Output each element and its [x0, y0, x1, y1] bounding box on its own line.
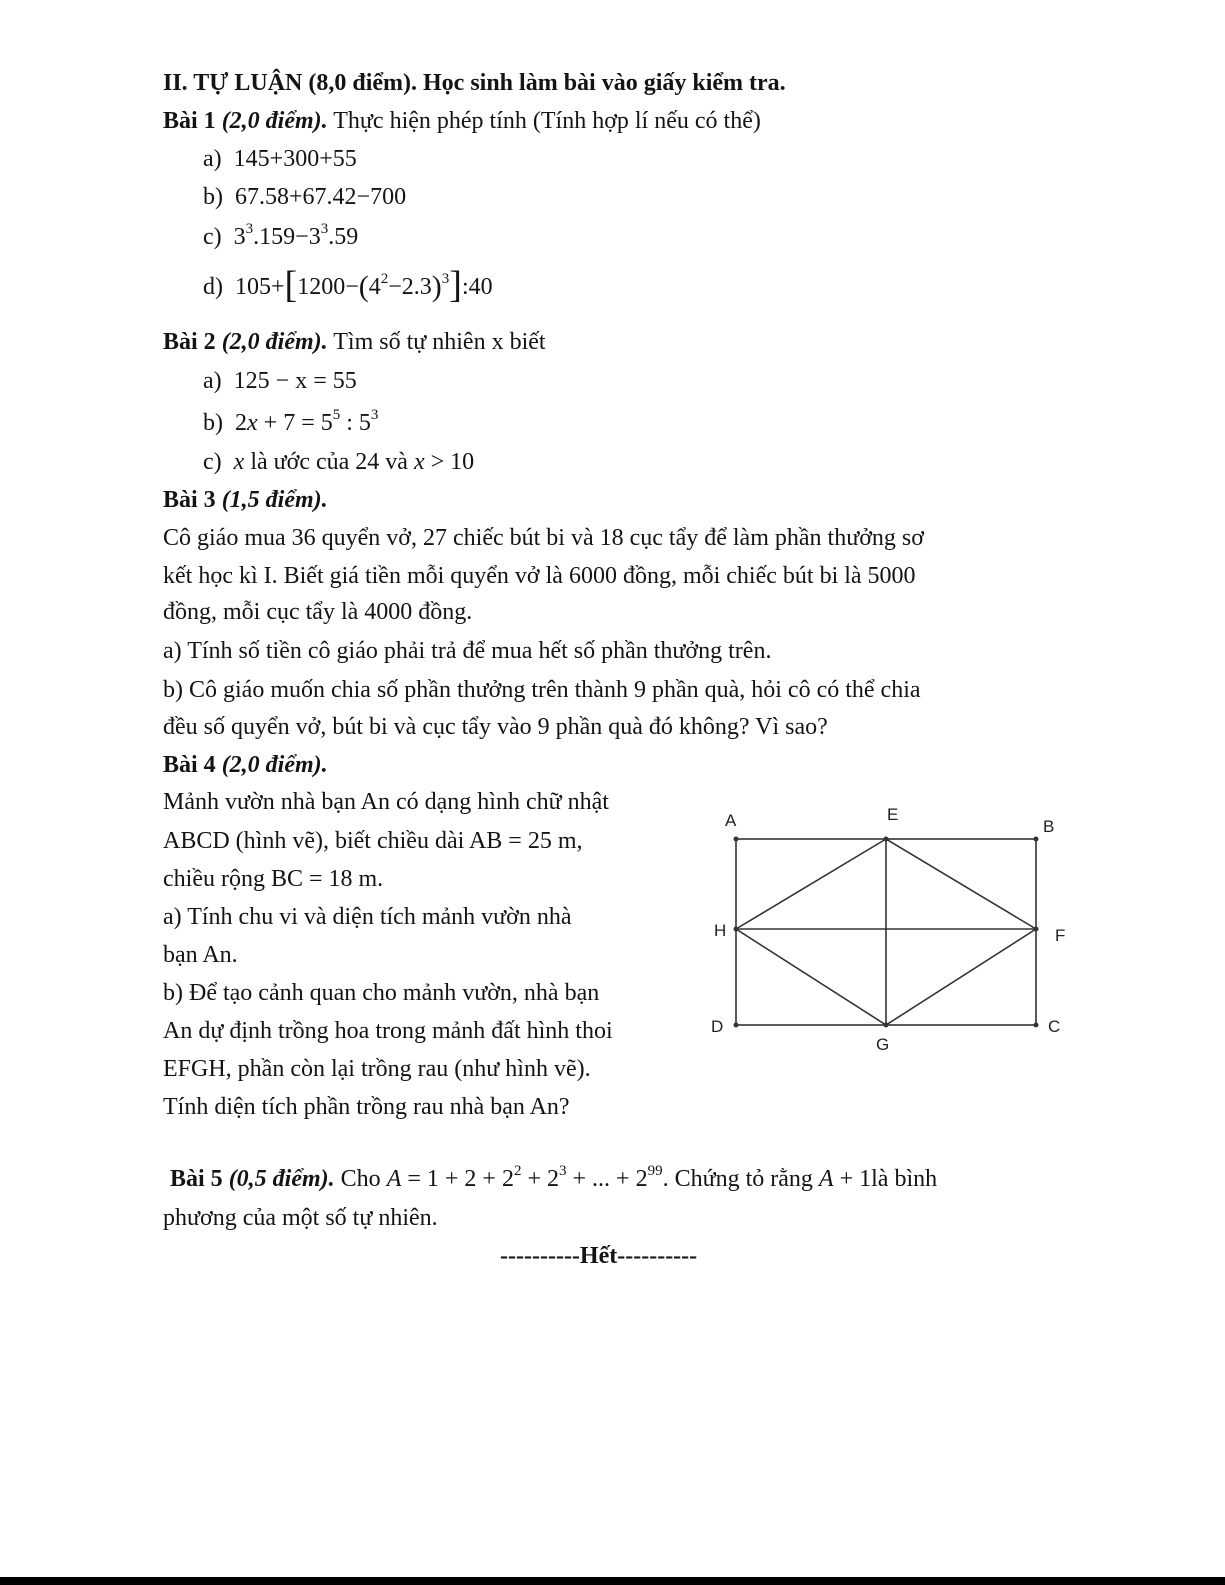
bai5-label: Bài 5	[170, 1166, 223, 1192]
item-label: b)	[203, 410, 223, 436]
expression: 67.58+67.42−700	[235, 184, 407, 210]
expression-a: $A = 1 + 2 + 2^2 + 2^3$ + ... + $2^{99}$	[386, 1163, 663, 1192]
bai5-line-2: phương của một số tự nhiên.	[163, 1205, 438, 1231]
bai3-points: (1,5 điểm).	[221, 487, 328, 513]
item-label: c)	[203, 449, 222, 475]
point-e	[884, 837, 889, 842]
point-g	[884, 1023, 889, 1028]
bai4-line-6: b) Để tạo cảnh quan cho mảnh vườn, nhà bạn	[163, 980, 600, 1006]
point-d	[734, 1023, 739, 1028]
item-label: c)	[203, 224, 222, 250]
bai1-heading	[163, 106, 761, 136]
scan-edge	[0, 1577, 1225, 1585]
item-label: b)	[203, 184, 223, 210]
bai1-item-d	[203, 264, 493, 306]
bai3-paragraph-1: Cô giáo mua 36 quyển vở, 27 chiếc bút bi và 18 cục tẩy để làm phần thưởng sơ	[163, 525, 924, 551]
bai3-question-b-2: đều số quyển vở, bút bi và cục tẩy vào 9 phần quà đó không? Vì sao?	[163, 714, 828, 740]
bai2-text: Tìm số tự nhiên x biết	[333, 329, 546, 355]
bai1-label: Bài 1	[163, 108, 216, 134]
bai5-cho: Cho	[340, 1166, 381, 1192]
bai4-line-7: An dự định trồng hoa trong mảnh đất hình thoi	[163, 1018, 613, 1044]
item-label: d)	[203, 274, 223, 300]
bai3-question-a: a) Tính số tiền cô giáo phải trả để mua hết số phần thưởng trên.	[163, 638, 772, 664]
bai2-item-a	[203, 366, 357, 396]
bai2-item-b	[203, 408, 378, 438]
item-label: a)	[203, 368, 222, 394]
expression: $2x + 7 = 5^5$ : $5^3$	[235, 407, 379, 436]
bai4-line-9: Tính diện tích phần trồng rau nhà bạn An?	[163, 1094, 570, 1120]
expression: 125 − x = 55	[233, 368, 357, 394]
point-h	[734, 927, 739, 932]
bai1-item-c	[203, 222, 358, 252]
label-c: C	[1048, 1017, 1061, 1036]
expression-a-plus-1: A + 1	[818, 1166, 872, 1192]
label-h: H	[714, 921, 727, 940]
label-a: A	[725, 811, 737, 830]
point-c	[1034, 1023, 1039, 1028]
point-f	[1034, 927, 1039, 932]
bai4-label: Bài 4	[163, 752, 216, 778]
bai5-points: (0,5 điểm).	[228, 1166, 335, 1192]
bai1-item-a	[203, 144, 357, 174]
expression: $3^3.159-3^3.59$	[233, 221, 359, 250]
bai4-heading	[163, 750, 328, 780]
bai4-line-4: a) Tính chu vi và diện tích mảnh vườn nhà	[163, 904, 572, 930]
bai1-item-b	[203, 182, 406, 212]
expression: $105+[1200-(4^2-2.3)^3]:40$	[235, 264, 493, 306]
bai2-points: (2,0 điểm).	[221, 329, 328, 355]
bai3-question-b-1: b) Cô giáo muốn chia số phần thưởng trên thành 9 phần quà, hỏi cô có thể chia	[163, 677, 921, 703]
bai5-end: là bình	[871, 1166, 938, 1192]
bai2-item-c	[203, 447, 474, 477]
bai2-label: Bài 2	[163, 329, 216, 355]
item-label: a)	[203, 146, 222, 172]
label-g: G	[876, 1035, 890, 1054]
condition-text: là ước của 24 và	[250, 449, 408, 475]
section-title: II. TỰ LUẬN (8,0 điểm). Học sinh làm bài vào giấy kiểm tra.	[163, 70, 786, 96]
bai3-label: Bài 3	[163, 487, 216, 513]
bai1-points: (2,0 điểm).	[221, 108, 328, 134]
rectangle-rhombus-figure	[700, 795, 1080, 1060]
bai4-points: (2,0 điểm).	[221, 752, 328, 778]
bai4-line-5: bạn An.	[163, 942, 238, 968]
bai1-text: Thực hiện phép tính (Tính hợp lí nếu có thể)	[333, 108, 761, 134]
bai3-paragraph-3: đồng, mỗi cục tẩy là 4000 đồng.	[163, 599, 473, 625]
bai5-mid: . Chứng tỏ rằng	[662, 1166, 813, 1192]
point-b	[1034, 837, 1039, 842]
label-f: F	[1055, 926, 1066, 945]
bai4-line-1: Mảnh vườn nhà bạn An có dạng hình chữ nhật	[163, 789, 609, 815]
bai3-heading	[163, 485, 328, 515]
bai4-line-3: chiều rộng BC = 18 m.	[163, 866, 384, 892]
variable: x	[233, 449, 245, 475]
expression: 145+300+55	[233, 146, 357, 172]
label-d: D	[711, 1017, 724, 1036]
label-b: B	[1043, 817, 1055, 836]
bai4-line-2: ABCD (hình vẽ), biết chiều dài AB = 25 m,	[163, 828, 583, 854]
bai4-line-8: EFGH, phần còn lại trồng rau (như hình vẽ).	[163, 1056, 591, 1082]
expression: x > 10	[413, 449, 475, 475]
end-marker: ----------Hết----------	[500, 1243, 698, 1269]
point-a	[734, 837, 739, 842]
bai3-paragraph-2: kết học kì I. Biết giá tiền mỗi quyển vở là 6000 đồng, mỗi chiếc bút bi là 5000	[163, 563, 916, 589]
bai2-heading	[163, 327, 546, 357]
label-e: E	[887, 805, 899, 824]
bai5-heading	[170, 1164, 937, 1194]
